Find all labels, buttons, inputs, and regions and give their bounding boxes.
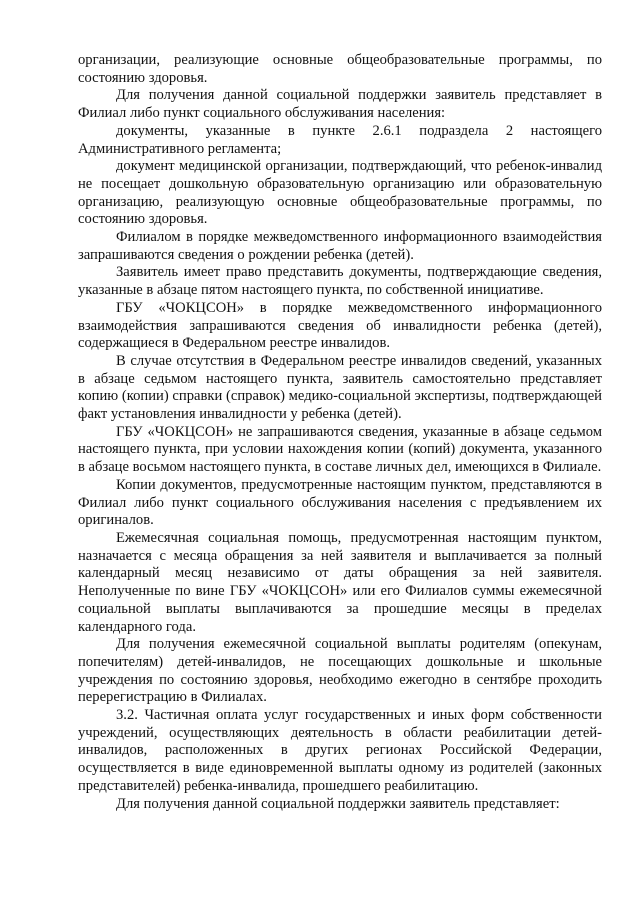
paragraph-annual-reregistration: Для получения ежемесячной социальной выплаты родителям (опекунам, попечителям) детей-инвалидов, не посещающих дошкольные и школьные учреждения по состоянию здоровья, необходимо ежегодно в сентябре проходить перерегистрацию в Филиалах. (78, 636, 602, 706)
paragraph-monthly-assistance: Ежемесячная социальная помощь, предусмотренная настоящим пунктом, назначается с месяца обращения за ней заявителя и выплачивается за полный календарный месяц независимо от даты обращения за ней заявителя. Неполученные по вине ГБУ «ЧОКЦСОН» или его Филиалов суммы ежемесячной социальной выплаты выплачиваются за прошедшие месяцы в пределах календарного года. (78, 529, 602, 635)
paragraph-disability-info-request: ГБУ «ЧОКЦСОН» в порядке межведомственного информационного взаимодействия запрашиваются сведения об инвалидности ребенка (детей), содержащиеся в Федеральном реестре инвалидов. (78, 299, 602, 352)
paragraph-section-3-2: 3.2. Частичная оплата услуг государственных и иных форм собственности учреждений, осуществляющих деятельность в области реабилитации детей-инвалидов, расположенных в других регионах Российской Федерации, осуществляется в виде единовременной выплаты одному из родителей (законных представителей) ребенка-инвалида, прошедшего реабилитацию. (78, 707, 602, 794)
paragraph-medical-document: документ медицинской организации, подтверждающий, что ребенок-инвалид не посещает дошкольную образовательную организацию или образовательную организацию, реализующую основные общеобразовательные программы, по состоянию здоровья. (78, 158, 602, 228)
paragraph-applicant-right: Заявитель имеет право представить документы, подтверждающие сведения, указанные в абзаце пятом настоящего пункта, по собственной инициативе. (78, 264, 602, 299)
paragraph-copies-with-originals: Копии документов, предусмотренные настоящим пунктом, представляются в Филиал либо пункт социального обслуживания населения с предъявлением их оригиналов. (78, 476, 602, 529)
paragraph-no-request-condition: ГБУ «ЧОКЦСОН» не запрашиваются сведения, указанные в абзаце седьмом настоящего пункта, при условии нахождения копии (копий) документа, указанного в абзаце восьмом настоящего пункта, в составе личных дел, имеющихся в Филиале. (78, 423, 602, 476)
paragraph-documents-list-item: документы, указанные в пункте 2.6.1 подраздела 2 настоящего Административного регламента; (78, 122, 602, 157)
paragraph-continuation: организации, реализующие основные общеобразовательные программы, по состоянию здоровья. (78, 52, 602, 86)
paragraph-absence-in-registry: В случае отсутствия в Федеральном реестре инвалидов сведений, указанных в абзаце седьмом настоящего пункта, заявитель самостоятельно представляет копию (копии) справки (справок) медико-социальной экспертизы, подтверждающей факт установления инвалидности у ребенка (детей). (78, 352, 602, 423)
paragraph-branch-request: Филиалом в порядке межведомственного информационного взаимодействия запрашиваются сведения о рождении ребенка (детей). (78, 229, 602, 263)
paragraph-applicant-submits-final: Для получения данной социальной поддержки заявитель представляет: (116, 795, 560, 812)
paragraph-applicant-submits: Для получения данной социальной поддержки заявитель представляет в Филиал либо пункт социального обслуживания населения: (78, 87, 602, 122)
